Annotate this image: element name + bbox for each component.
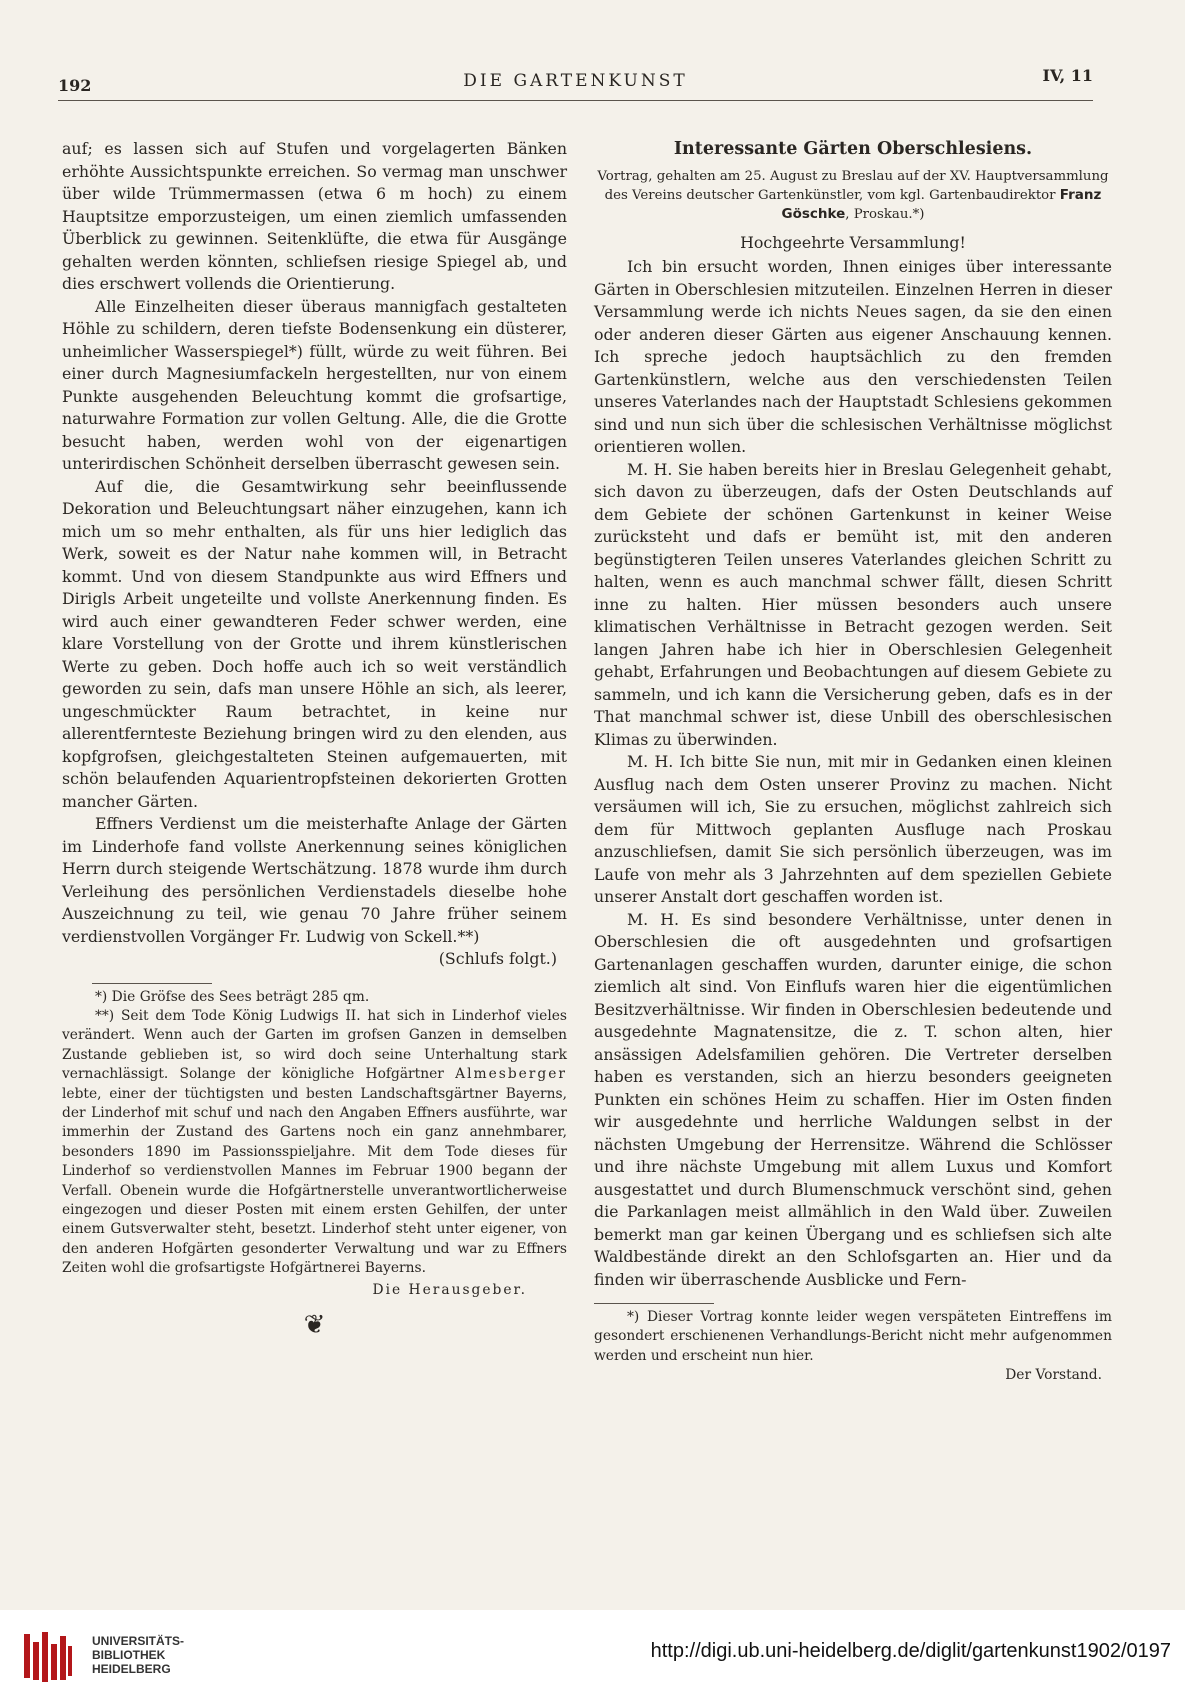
footnote-rule	[594, 1303, 714, 1304]
viewer-footer	[0, 1610, 1185, 1706]
flower-ornament-icon: ❦	[303, 1310, 326, 1340]
paragraph: Ich bin ersucht worden, Ihnen einiges über interessante Gärten in Oberschlesien mitzuteilen. Einzelnen Herren in dieser Versammlung werde ich nichts Neues sagen, da sie den einen oder anderen dieser Gärten aus eigener Anschauung kennen. Ich spreche jedoch hauptsächlich zu den fremden Gartenkünstlern, welche aus den verschiedensten Teilen unseres Vaterlandes nach der Hauptstadt Schlesiens gekommen sind und nun sich über die schlesischen Verhältnisse möglichst orientieren wollen.	[594, 257, 1112, 456]
library-name: UNIVERSITÄTS- BIBLIOTHEK HEIDELBERG	[92, 1634, 185, 1676]
footnote-rule	[92, 983, 212, 984]
right-column	[594, 138, 1112, 1386]
article-title: Interessante Gärten Oberschlesiens.	[673, 139, 1033, 159]
paragraph: Effners Verdienst um die meisterhafte Anlage der Gärten im Linderhofe fand vollste Anerkennung seines königlichen Herrn durch steigende Wertschätzung. 1878 wurde ihm durch Verleihung des persönlichen Verdienstadels dieselbe hohe Auszeichnung zu teil, wie genau 70 Jahre früher seinem verdienstvollen Vorgänger Fr. Ludwig von Sckell.**)	[62, 814, 567, 946]
volume-issue: IV, 11	[1042, 66, 1093, 85]
greeting: Hochgeehrte Versammlung!	[740, 232, 966, 252]
footnote-2: **) Seit dem Tode König Ludwigs II. hat sich in Linderhof vieles verändert. Wenn auch der Garten im grofsen Ganzen in demselben Zustande geblieben ist, so wird doch seine Unterhaltung stark vernachlässigt. Solange der königliche Hofgärtner Almesberger lebte, einer der tüchtigsten und besten Landschaftsgärtner Bayerns, der Linderhof mit schuf und nach den Angaben Effners ausführte, war immerhin der Zustand des Gartens noch ein ganz annehmbarer, besonders 1890 im Passionsspieljahre. Mit dem Tode dieses für Linderhof so verdienstvollen Mannes im Februar 1900 begann der Verfall. Obenein wurde die Hofgärtnerstelle unverantwortlicherweise eingezogen und dieser Posten mit einem ersten Gehilfen, der unter einem Gutsverwalter steht, besetzt. Linderhof steht unter eigener, von den anderen Hofgärten gesonderter Verwaltung und war zu Effners Zeiten wohl die grofsartigste Hofgärtnerei Bayerns.	[62, 1007, 567, 1277]
journal-title: DIE GARTENKUNST	[463, 71, 688, 91]
paragraph: M. H. Es sind besondere Verhältnisse, unter denen in Oberschlesien die oft ausgedehnten und grofsartigen Gartenanlagen geschaffen wurden, darunter einige, die schon ziemlich alt sind. Von Einflufs waren hier die eigentümlichen Besitzverhältnisse. Wir finden in Oberschlesien bedeutende und ausgedehnte Magnatensitze, die z. T. schon alten, hier ansässigen Adelsfamilien gehören. Die Vertreter derselben haben es verstanden, sich an hierzu besonders geeigneten Punkten ein schönes Heim zu schaffen. Hier im Osten finden wir ausgedehnte und herrliche Waldungen selbst in der nächsten Umgebung der Herrensitze. Während die Schlösser und ihre nächste Umgebung mit allem Luxus und Komfort ausgestattet und durch Blumenschmuck verschönt sind, gehen die Parkanlagen meist allmählich in den Wald über. Zuweilen bemerkt man gar keinen Übergang und es schliefsen sich alte Waldbestände direkt an den Schlofsgarten an. Hier und da finden wir überraschende Ausblicke und Fern-	[594, 909, 1112, 1289]
page-number: 192	[58, 76, 92, 95]
footnote-1: *) Die Gröfse des Sees beträgt 285 qm.	[95, 988, 370, 1005]
author-name: Franz Göschke	[781, 186, 1102, 222]
editor-signature: Die Herausgeber.	[372, 1281, 527, 1298]
continued-note: (Schlufs folgt.)	[438, 949, 557, 968]
paragraph: Auf die, die Gesamtwirkung sehr beeinflussende Dekoration und Beleuchtungsart näher einzugehen, kann ich mich um so mehr enthalten, als für uns hier lediglich das Werk, soweit es der Natur nahe kommen will, in Betracht kommt. Und von diesem Standpunkte aus wird Effners und Dirigls Arbeit ungeteilte und vollste Anerkennung finden. Es wird auch einer gewandteren Feder schwer werden, eine klare Vorstellung von der Grotte und ihrem künstlerischen Werte zu geben. Doch hoffe auch ich so weit verständlich geworden zu sein, dafs man unsere Höhle an sich, als leerer, ungeschmückter Raum betrachtet, in keine nur allerentfernteste Beziehung bringen wird zu den elenden, aus kopfgrofsen, gleichgestalteten Steinen aufgemauerten, mit schön belaufenden Aquarientropfsteinen dekorierten Grotten mancher Gärten.	[62, 476, 567, 811]
paragraph: Alle Einzelheiten dieser überaus mannigfach gestalteten Höhle zu schildern, deren tiefste Bodensenkung ein düsterer, unheimlicher Wasserspiegel*) füllt, würde zu weit führen. Bei einer durch Magnesiumfackeln hergestellten, nur von einem Punkte ausgehenden Beleuchtung kommt die grofsartige, naturwahre Formation zur vollen Geltung. Alle, die die Grotte besucht haben, werden wohl von der eigenartigen unterirdischen Schönheit derselben überrascht gewesen sein.	[62, 296, 567, 473]
paragraph: auf; es lassen sich auf Stufen und vorgelagerten Bänken erhöhte Aussichtspunkte erreichen. So vermag man unschwer über wilde Trümmermassen (etwa 6 m hoch) zu einem Hauptsitze emporzusteigen, um einen ziemlich umfassenden Überblick zu gewinnen. Seitenklüfte, die etwa für Ausgänge gehalten werden könnten, schliefsen riesige Spiegel ab, und dies erschwert vollends die Orientierung.	[62, 139, 567, 293]
footnotes	[62, 988, 567, 1301]
paragraph: M. H. Ich bitte Sie nun, mit mir in Gedanken einen kleinen Ausflug nach dem Osten unserer Provinz zu machen. Nicht versäumen will ich, Sie zu ersuchen, möglichst zahlreich sich dem für Mittwoch geplanten Ausfluge nach Proskau anzuschliefsen, damit Sie sich persönlich überzeugen, was im Laufe von mehr als 3 Jahrzehnten auf dem speziellen Gebiete unserer Anstalt dort geschaffen worden ist.	[594, 752, 1112, 906]
page-header	[58, 62, 1093, 102]
header-rule	[58, 100, 1093, 101]
footnotes	[594, 1308, 1112, 1386]
article-subtitle: Vortrag, gehalten am 25. August zu Breslau auf der XV. Hauptversammlung des Vereins deutscher Gartenkünstler, vom kgl. Gartenbaudirektor Franz Göschke, Proskau.*)	[597, 168, 1109, 222]
footnote-signature: Der Vorstand.	[1005, 1367, 1102, 1384]
university-library-logo-icon	[22, 1628, 74, 1688]
permalink-url[interactable]: http://digi.ub.uni-heidelberg.de/diglit/gartenkunst1902/0197	[650, 1640, 1171, 1662]
hofgaertner-name: Almesberger	[455, 1066, 567, 1083]
paragraph: M. H. Sie haben bereits hier in Breslau Gelegenheit gehabt, sich davon zu überzeugen, dafs der Osten Deutschlands auf dem Gebiete der schönen Gartenkunst in keiner Weise zurücksteht und dafs er bemüht ist, mit den anderen begünstigteren Teilen unseres Vaterlandes gleichen Schritt zu halten, wenn es auch manchmal schwer fällt, diesen Schritt inne zu halten. Hier müssen besonders auch unsere klimatischen Verhältnisse in Betracht gezogen werden. Seit langen Jahren habe ich hier in Oberschlesien Gelegenheit gehabt, Erfahrungen und Beobachtungen auf diesem Gebiete zu sammeln, und ich kann die Versicherung geben, dafs es in der That manchmal schwer ist, diese Unbill des oberschlesischen Klimas zu überwinden.	[594, 459, 1112, 749]
footnote: *) Dieser Vortrag konnte leider wegen verspäteten Eintreffens im gesondert erschienenen Verhandlungs-Bericht nicht mehr aufgenommen werden und erscheint nun hier.	[594, 1309, 1112, 1364]
left-column	[62, 138, 567, 1340]
